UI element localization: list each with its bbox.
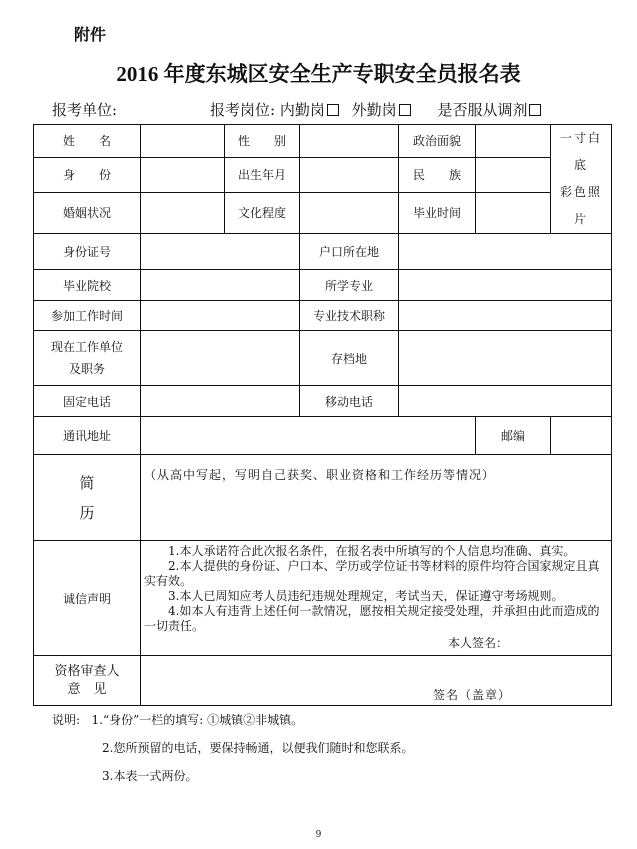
registration-table — [33, 124, 612, 706]
label-gender: 性 别 — [225, 125, 300, 158]
option-external: 外勤岗 — [351, 101, 397, 119]
field-landline[interactable] — [141, 386, 300, 417]
label-id-number: 身份证号 — [34, 234, 141, 270]
resume-line2: 历 — [79, 503, 95, 522]
label-political: 政治面貌 — [399, 125, 476, 158]
photo-line2: 彩色照片 — [559, 185, 602, 226]
label-resume — [34, 455, 141, 541]
label-archive: 存档地 — [300, 331, 399, 386]
post-selector — [210, 99, 541, 120]
notes — [52, 706, 413, 790]
label-address: 通讯地址 — [34, 417, 141, 455]
field-review[interactable]: 签名（盖章） — [141, 656, 612, 706]
field-gender[interactable] — [300, 125, 399, 158]
integrity-statement — [141, 541, 612, 656]
label-integrity: 诚信声明 — [34, 541, 141, 656]
attachment-label: 附件 — [74, 25, 107, 44]
option-transfer: 是否服从调剂 — [437, 101, 528, 119]
field-ethnicity[interactable] — [476, 157, 551, 192]
field-name[interactable] — [141, 125, 225, 158]
current-unit-line1: 现在工作单位 — [50, 340, 123, 354]
checkbox-internal[interactable] — [327, 104, 339, 116]
review-line1: 资格审查人 — [54, 663, 120, 679]
label-birth: 出生年月 — [225, 157, 300, 192]
label-postcode: 邮编 — [476, 417, 551, 455]
label-grad-time: 毕业时间 — [399, 192, 476, 233]
label-major: 所学专业 — [300, 270, 399, 301]
field-school[interactable] — [141, 270, 300, 301]
field-political[interactable] — [476, 125, 551, 158]
form-title: 2016 年度东城区安全生产专职安全员报名表 — [116, 62, 521, 86]
field-archive[interactable] — [399, 331, 612, 386]
label-name: 姓 名 — [34, 125, 141, 158]
integrity-item-1: 1.本人承诺符合此次报名条件，在报名表中所填写的个人信息均准确、真实。 — [168, 544, 576, 558]
checkbox-transfer[interactable] — [529, 104, 541, 116]
note-item-2: 2.您所预留的电话，要保持畅通，以便我们随时和您联系。 — [102, 741, 414, 755]
field-id-number[interactable] — [141, 234, 300, 270]
review-line2: 意 见 — [67, 681, 107, 697]
field-birth[interactable] — [300, 157, 399, 192]
label-ethnicity: 民 族 — [399, 157, 476, 192]
page-number: 9 — [315, 830, 322, 840]
label-review — [34, 656, 141, 706]
field-grad-time[interactable] — [476, 192, 551, 233]
photo-box[interactable] — [551, 125, 612, 234]
resume-line1: 简 — [79, 473, 95, 492]
option-internal: 内勤岗 — [279, 101, 325, 119]
field-education[interactable] — [300, 192, 399, 233]
label-mobile: 移动电话 — [300, 386, 399, 417]
label-status: 身 份 — [34, 157, 141, 192]
field-address[interactable] — [141, 417, 476, 455]
field-work-start[interactable] — [141, 301, 300, 331]
field-title-rank[interactable] — [399, 301, 612, 331]
note-row-1 — [52, 706, 413, 734]
label-hukou: 户口所在地 — [300, 234, 399, 270]
label-title-rank: 专业技术职称 — [300, 301, 399, 331]
checkbox-external[interactable] — [399, 104, 411, 116]
label-landline: 固定电话 — [34, 386, 141, 417]
field-status[interactable] — [141, 157, 225, 192]
notes-label: 说明: — [52, 713, 81, 727]
integrity-item-4: 4.如本人有违背上述任何一款情况，愿按相关规定接受处理，并承担由此而造成的一切责任。 — [144, 604, 600, 633]
field-hukou[interactable] — [399, 234, 612, 270]
note-item-3: 3.本表一式两份。 — [102, 769, 198, 783]
label-marital: 婚姻状况 — [34, 192, 141, 233]
label-work-start: 参加工作时间 — [34, 301, 141, 331]
integrity-item-2: 2.本人提供的身份证、户口本、学历或学位证书等材料的原件均符合国家规定且真实有效。 — [144, 559, 600, 588]
field-current-unit[interactable] — [141, 331, 300, 386]
field-mobile[interactable] — [399, 386, 612, 417]
label-school: 毕业院校 — [34, 270, 141, 301]
photo-line1: 一寸白底 — [559, 131, 602, 172]
integrity-sign: 本人签名： — [447, 636, 508, 650]
field-major[interactable] — [399, 270, 612, 301]
unit-label: 报考单位: — [52, 101, 118, 119]
label-education: 文化程度 — [225, 192, 300, 233]
note-item-1: 1.“身份”一栏的填写: ①城镇②非城镇。 — [91, 713, 304, 727]
current-unit-line2: 及职务 — [68, 362, 105, 376]
field-postcode[interactable] — [551, 417, 612, 455]
field-resume[interactable]: （从高中写起，写明自己获奖、职业资格和工作经历等情况） — [141, 455, 612, 541]
post-label: 报考岗位: — [210, 101, 276, 119]
field-marital[interactable] — [141, 192, 225, 233]
integrity-item-3: 3.本人已周知应考人员违纪违规处理规定，考试当天，保证遵守考场规则。 — [168, 589, 564, 603]
label-current-unit — [34, 331, 141, 386]
